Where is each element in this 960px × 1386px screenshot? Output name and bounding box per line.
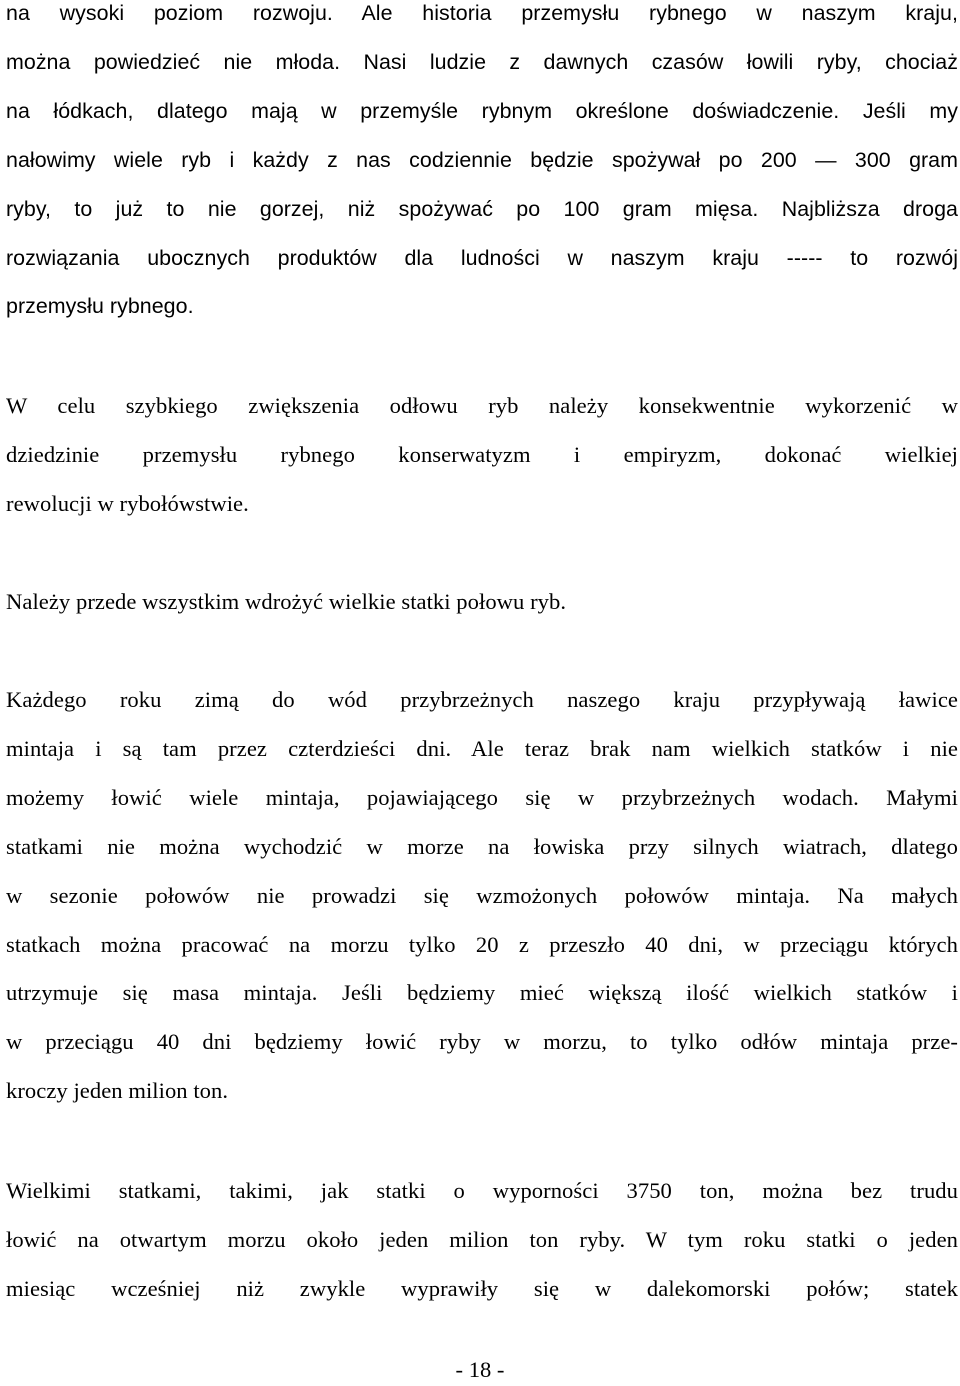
text-line: ryby, to już to nie gorzej, niż spożywać po 100 gram mięsa. Najbliższa droga: [6, 196, 958, 221]
text-line: łowić na otwartym morzu około jeden milion ton ryby. W tym roku statki o jeden: [6, 1226, 958, 1252]
text-line: W celu szybkiego zwiększenia odłowu ryb należy konsekwentnie wykorzenić w: [6, 393, 958, 418]
text-line: możemy łowić wiele mintaja, pojawiającego się w przybrzeżnych wodach. Małymi: [6, 784, 958, 810]
text-line: można powiedzieć nie młoda. Nasi ludzie z dawnych czasów łowili ryby, chociaż: [6, 49, 958, 74]
text-line: statkami nie można wychodzić w morze na łowiska przy silnych wiatrach, dlatego: [6, 833, 958, 859]
text-line: Każdego roku zimą do wód przybrzeżnych naszego kraju przypływają ławice: [6, 687, 958, 712]
text-line: rewolucji w rybołówstwie.: [6, 490, 249, 516]
text-line: przemysłu rybnego.: [6, 294, 194, 319]
paragraph-5: [6, 1167, 958, 1314]
text-line: nałowimy wiele ryb i każdy z nas codziennie będzie spożywał po 200 — 300 gram: [6, 147, 958, 172]
text-line: mintaja i są tam przez czterdzieści dni. Ale teraz brak nam wielkich statków i nie: [6, 735, 958, 761]
text-line: w przeciągu 40 dni będziemy łowić ryby w morzu, to tylko odłów mintaja prze-: [6, 1029, 958, 1055]
text-line: w sezonie połowów nie prowadzi się wzmożonych połowów mintaja. Na małych: [6, 882, 958, 908]
paragraph-1: [6, 0, 958, 331]
text-line: na łódkach, dlatego mają w przemyśle rybnym określone doświadczenie. Jeśli my: [6, 98, 958, 123]
text-line: rozwiązania ubocznych produktów dla ludności w naszym kraju ----- to rozwój: [6, 245, 958, 270]
paragraph-4: [6, 676, 958, 1116]
text-line: Wielkimi statkami, takimi, jak statki o wyporności 3750 ton, można bez trudu: [6, 1178, 958, 1203]
page-number: - 18 -: [455, 1357, 505, 1382]
text-line: statkach można pracować na morzu tylko 20 z przeszło 40 dni, w przeciągu których: [6, 931, 958, 957]
text-line: Należy przede wszystkim wdrożyć wielkie statki połowu ryb.: [6, 589, 567, 614]
text-line: na wysoki poziom rozwoju. Ale historia przemysłu rybnego w naszym kraju,: [6, 1, 958, 25]
text-line: miesiąc wcześniej niż zwykle wyprawiły się w dalekomorski połów; statek: [6, 1275, 958, 1301]
text-line: utrzymuje się masa mintaja. Jeśli będziemy mieć większą ilość wielkich statków i: [6, 980, 958, 1006]
text-line: dziedzinie przemysłu rybnego konserwatyzm i empiryzm, dokonać wielkiej: [6, 441, 958, 467]
paragraph-3: [6, 578, 958, 627]
text-line: kroczy jeden milion ton.: [6, 1078, 229, 1104]
paragraph-2: [6, 382, 958, 529]
